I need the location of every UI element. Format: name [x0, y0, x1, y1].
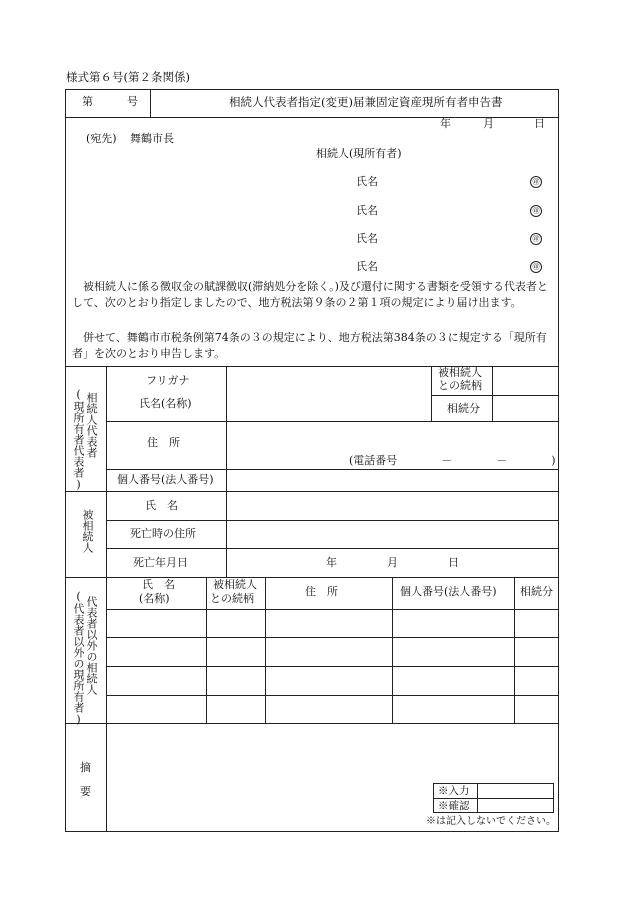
death-date-month: 月: [387, 556, 398, 569]
others-col-id: 個人番号(法人番号): [400, 585, 497, 598]
addressee-name: 舞鶴市長: [130, 132, 174, 145]
rep-phone: (電話番号 － － ): [349, 454, 556, 467]
seal-glyph: ㊞: [530, 233, 542, 245]
number-suffix: 号: [127, 95, 138, 108]
others-col-line-2: [265, 577, 266, 723]
office-confirm-label: ※確認: [438, 800, 470, 812]
heir-name-label-1: 氏名: [356, 175, 378, 188]
rep-name-bottom: [106, 421, 559, 422]
date-month: 月: [483, 117, 494, 130]
rep-name-label: 氏名(名称): [139, 397, 192, 410]
remarks-label-1: 摘: [80, 761, 91, 774]
others-col-line-3: [392, 577, 393, 723]
rep-relation-divider: [431, 395, 559, 396]
addressee-label: (宛先): [86, 132, 117, 145]
rep-relation-right-line: [492, 366, 493, 421]
rep-bottom-line: [65, 491, 559, 492]
others-col-address: 住 所: [305, 585, 338, 598]
others-col-name: 氏 名: [142, 578, 175, 591]
rep-label-column-line: [226, 366, 227, 491]
seal-icon: [530, 260, 542, 273]
deceased-side-label: 被相続人: [81, 509, 94, 553]
seal-icon: [530, 204, 542, 217]
rep-side-sub: (現所有者代表者): [72, 388, 85, 491]
others-col-relation-1: 被相続人: [213, 578, 257, 591]
others-col-name-sub: (名称): [139, 592, 170, 605]
rep-share-label: 相続分: [447, 402, 480, 415]
date-day: 日: [534, 117, 545, 130]
deceased-address-bottom: [106, 548, 559, 549]
rep-address-label: 住 所: [147, 436, 180, 449]
heirs-caption: 相続人(現所有者): [316, 147, 402, 160]
others-header-bottom: [106, 609, 559, 610]
deceased-label-column-line: [226, 491, 227, 577]
others-row-line-2: [106, 666, 559, 667]
seal-glyph: ㊞: [530, 176, 542, 188]
others-col-line-1: [206, 577, 207, 723]
number-prefix: 第: [82, 95, 93, 108]
office-use-column-line: [477, 783, 478, 813]
others-side-label: 代表者以外の相続人: [85, 596, 98, 695]
form-title: 相続人代表者指定(変更)届兼固定資産現所有者申告書: [229, 95, 503, 109]
rep-furigana-label: フリガナ: [146, 374, 190, 387]
seal-glyph: ㊞: [530, 205, 542, 217]
others-col-relation-2: との続柄: [210, 592, 254, 605]
rep-address-bottom: [106, 469, 559, 470]
deceased-name-bottom: [106, 520, 559, 521]
others-col-share: 相続分: [520, 585, 553, 598]
rep-relation-label: 被相続人との続柄: [438, 366, 482, 392]
deceased-bottom-line: [65, 577, 559, 578]
designation-paragraph: 被相続人に係る徴収金の賦課徴収(滞納処分を除く。)及び還付に関する書類を受領する代表者として、次のとおり指定しましたので、地方税法第９条の２第１項の規定により届け出ます。: [72, 280, 548, 309]
death-date-year: 年: [326, 556, 337, 569]
heir-name-label-2: 氏名: [356, 204, 378, 217]
others-side-sub: (代表者以外の現所有者): [72, 590, 85, 726]
side-column-line: [106, 366, 107, 832]
rep-side-label: 相続人代表者: [85, 392, 98, 458]
remarks-label-2: 要: [80, 785, 91, 798]
others-bottom-line: [65, 723, 559, 724]
deceased-death-date-label: 死亡年月日: [133, 556, 188, 569]
rep-relation-left-line: [431, 366, 432, 421]
others-row-line-1: [106, 637, 559, 638]
declaration-paragraph: 併せて、舞鶴市市税条例第74条の３の規定により、地方税法第384条の３に規定する「現所有者」を次のとおり申告します。: [72, 331, 547, 360]
seal-icon: [530, 175, 542, 188]
header-number-divider: [150, 89, 151, 117]
office-use-note: ※は記入しないでください。: [426, 816, 556, 827]
rep-id-label: 個人番号(法人番号): [117, 473, 214, 486]
seal-icon: [530, 232, 542, 245]
office-use-divider: [433, 798, 554, 799]
death-date-day: 日: [448, 556, 459, 569]
seal-glyph: ㊞: [530, 261, 542, 273]
deceased-name-label: 氏 名: [145, 499, 178, 512]
date-year: 年: [440, 117, 451, 130]
heir-name-label-3: 氏名: [356, 232, 378, 245]
deceased-address-label: 死亡時の住所: [130, 527, 196, 540]
others-row-line-3: [106, 695, 559, 696]
heir-name-label-4: 氏名: [356, 260, 378, 273]
office-input-label: ※入力: [438, 785, 470, 797]
form-number: 様式第６号(第２条関係): [66, 70, 190, 84]
others-col-line-4: [514, 577, 515, 723]
